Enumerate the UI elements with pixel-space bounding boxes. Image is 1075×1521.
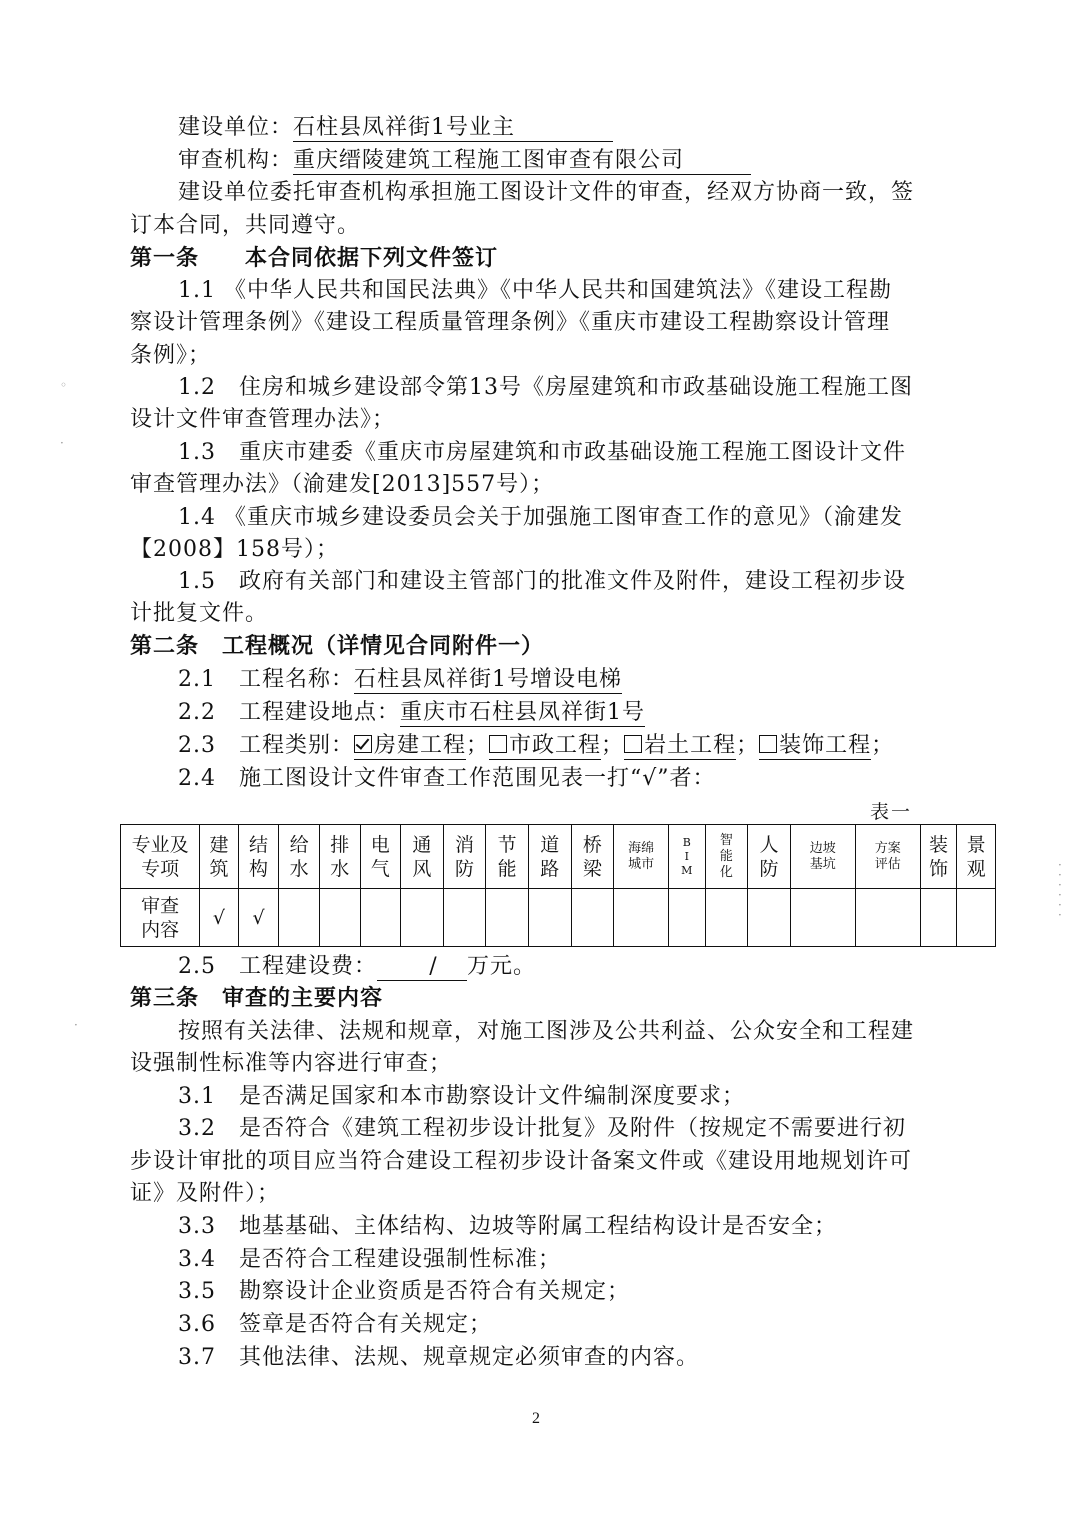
cost-unit: 万元。	[467, 954, 537, 979]
article3-item2-line1: 3.2 是否符合《建筑工程初步设计批复》及附件（按规定不需要进行初	[178, 1116, 906, 1141]
table-mark-cell	[360, 889, 401, 947]
article1-item2-line1: 1.2 住房和城乡建设部令第13号《房屋建筑和市政基础设施工程施工图	[178, 375, 913, 400]
table-review-row	[121, 889, 996, 947]
table-header-cell: B I M	[669, 825, 706, 889]
project-name-label: 2.1 工程名称：	[178, 667, 354, 692]
intro-line-1: 建设单位委托审查机构承担施工图设计文件的审查，经双方协商一致，签	[178, 180, 915, 205]
project-type-label: 2.3 工程类别：	[178, 733, 354, 758]
article1-item3-line1: 1.3 重庆市建委《重庆市房屋建筑和市政基础设施工程施工图设计文件	[178, 440, 906, 465]
table-header-cell: 电 气	[360, 825, 401, 889]
reviewer-label: 审查机构：	[178, 148, 294, 173]
scan-speck-icon: ◦	[60, 378, 68, 392]
table-header-cell: 海绵 城市	[614, 825, 669, 889]
scope-line: 2.4 施工图设计文件审查工作范围见表一打“√”者：	[178, 766, 716, 791]
table-header-cell: 方案 评估	[855, 825, 920, 889]
table-header-cell: 建 筑	[200, 825, 239, 889]
article1-item1-line3: 条例》；	[130, 343, 212, 368]
scan-speck-icon: · · · · · ·	[1058, 858, 1062, 922]
article3-item5: 3.5 勘察设计企业资质是否符合有关规定；	[178, 1279, 630, 1304]
table-header-label: 专业及 专项	[121, 825, 200, 889]
cost-label: 2.5 工程建设费：	[178, 954, 377, 979]
project-site-line	[178, 697, 645, 729]
article3-item2-line2: 步设计审批的项目应当符合建设工程初步设计备案文件或《建设用地规划许可	[130, 1149, 913, 1174]
project-name-value: 石柱县凤祥街1号增设电梯	[354, 667, 622, 692]
article3-intro-line2: 设强制性标准等内容进行审查；	[130, 1051, 453, 1076]
article3-item6: 3.6 签章是否符合有关规定；	[178, 1312, 492, 1337]
table-mark-cell	[443, 889, 486, 947]
table-header-cell: 给 水	[279, 825, 320, 889]
table-mark-cell	[528, 889, 571, 947]
review-scope-table	[120, 824, 996, 947]
article3-item3: 3.3 地基基础、主体结构、边坡等附属工程结构设计是否安全；	[178, 1214, 837, 1239]
type-option-building	[354, 733, 466, 760]
article1-item2-line2: 设计文件审查管理办法》；	[130, 407, 396, 432]
type-option-label: 岩土工程	[644, 733, 737, 758]
table-mark-cell	[748, 889, 791, 947]
table-mark-cell	[957, 889, 996, 947]
article3-heading: 第三条 审查的主要内容	[130, 986, 384, 1011]
project-site-label: 2.2 工程建设地点：	[178, 700, 400, 725]
checkbox-icon	[759, 735, 777, 753]
table-header-cell: 人 防	[748, 825, 791, 889]
project-type-line: 2.3 工程类别： 房建工程； 市政工程； 岩土工程； 装饰工程；	[178, 733, 895, 758]
client-value: 石柱县凤祥街1号业主	[293, 115, 613, 142]
table-header-cell: 节 能	[486, 825, 529, 889]
article2-heading: 第二条 工程概况（详情见合同附件一）	[130, 634, 545, 659]
table-header-cell: 消 防	[443, 825, 486, 889]
article1-item1-line1: 1.1 《中华人民共和国民法典》《中华人民共和国建筑法》《建设工程勘	[178, 278, 892, 303]
scan-speck-icon: ·	[74, 1018, 78, 1032]
checkbox-icon	[489, 735, 507, 753]
project-name-line	[178, 664, 622, 696]
article3-item1: 3.1 是否满足国家和本市勘察设计文件编制深度要求；	[178, 1084, 745, 1109]
table-header-cell: 通 风	[401, 825, 444, 889]
reviewer-value: 重庆缙陵建筑工程施工图审查有限公司	[293, 148, 751, 175]
table-header-cell: 边坡 基坑	[790, 825, 855, 889]
checkbox-icon	[624, 735, 642, 753]
type-option-decoration	[759, 733, 871, 760]
table-mark-cell	[571, 889, 614, 947]
cost-value: /	[377, 954, 467, 981]
table-header-cell: 桥 梁	[571, 825, 614, 889]
client-label: 建设单位：	[178, 115, 294, 140]
table-mark-cell	[319, 889, 360, 947]
type-option-label: 市政工程	[509, 733, 602, 758]
type-option-label: 装饰工程	[779, 733, 872, 758]
table-header-cell: 结 构	[238, 825, 279, 889]
table-header-cell: 装 饰	[920, 825, 957, 889]
article1-item4-line2: 【2008】158号）；	[130, 537, 339, 562]
table-header-cell: 道 路	[528, 825, 571, 889]
table-header-cell: 景 观	[957, 825, 996, 889]
table-caption: 表一	[870, 801, 913, 823]
article1-item5-line1: 1.5 政府有关部门和建设主管部门的批准文件及附件，建设工程初步设	[178, 569, 906, 594]
table-mark-cell	[279, 889, 320, 947]
type-option-geotechnical	[624, 733, 736, 760]
article1-item1-line2: 察设计管理条例》《建设工程质量管理条例》《重庆市建设工程勘察设计管理	[130, 310, 891, 335]
article3-item4: 3.4 是否符合工程建设强制性标准；	[178, 1247, 561, 1272]
table-mark-cell	[669, 889, 706, 947]
table-mark-cell	[705, 889, 748, 947]
table-mark-cell	[401, 889, 444, 947]
page-number: 2	[532, 1410, 540, 1427]
table-mark-cell	[614, 889, 669, 947]
type-option-label: 房建工程	[374, 733, 467, 758]
article3-intro-line1: 按照有关法律、法规和规章，对施工图涉及公共利益、公众安全和工程建	[178, 1019, 915, 1044]
checkbox-icon	[354, 735, 372, 753]
type-option-municipal	[489, 733, 601, 760]
table-mark-cell	[855, 889, 920, 947]
table-mark-cell: √	[238, 889, 279, 947]
article1-heading: 第一条 本合同依据下列文件签订	[130, 246, 499, 271]
intro-line-2: 订本合同，共同遵守。	[130, 213, 361, 238]
table-mark-cell	[486, 889, 529, 947]
table-header-row	[121, 825, 996, 889]
table-mark-cell	[790, 889, 855, 947]
scan-speck-icon: ·	[60, 436, 64, 450]
article1-item4-line1: 1.4 《重庆市城乡建设委员会关于加强施工图审查工作的意见》（渝建发	[178, 505, 903, 530]
article3-item2-line3: 证》及附件）；	[130, 1181, 281, 1206]
table-header-cell: 智 能 化	[705, 825, 748, 889]
article1-item3-line2: 审查管理办法》（渝建发[2013]557号）；	[130, 472, 555, 497]
table-header-cell: 排 水	[319, 825, 360, 889]
table-mark-cell	[920, 889, 957, 947]
article1-item5-line2: 计批复文件。	[130, 601, 269, 626]
project-site-value: 重庆市石柱县凤祥街1号	[400, 700, 645, 725]
client-line	[178, 112, 613, 144]
table-mark-cell: √	[200, 889, 239, 947]
article3-item7: 3.7 其他法律、法规、规章规定必须审查的内容。	[178, 1345, 699, 1370]
table-row-label: 审查 内容	[121, 889, 200, 947]
cost-line	[178, 951, 536, 983]
reviewer-line	[178, 145, 751, 177]
